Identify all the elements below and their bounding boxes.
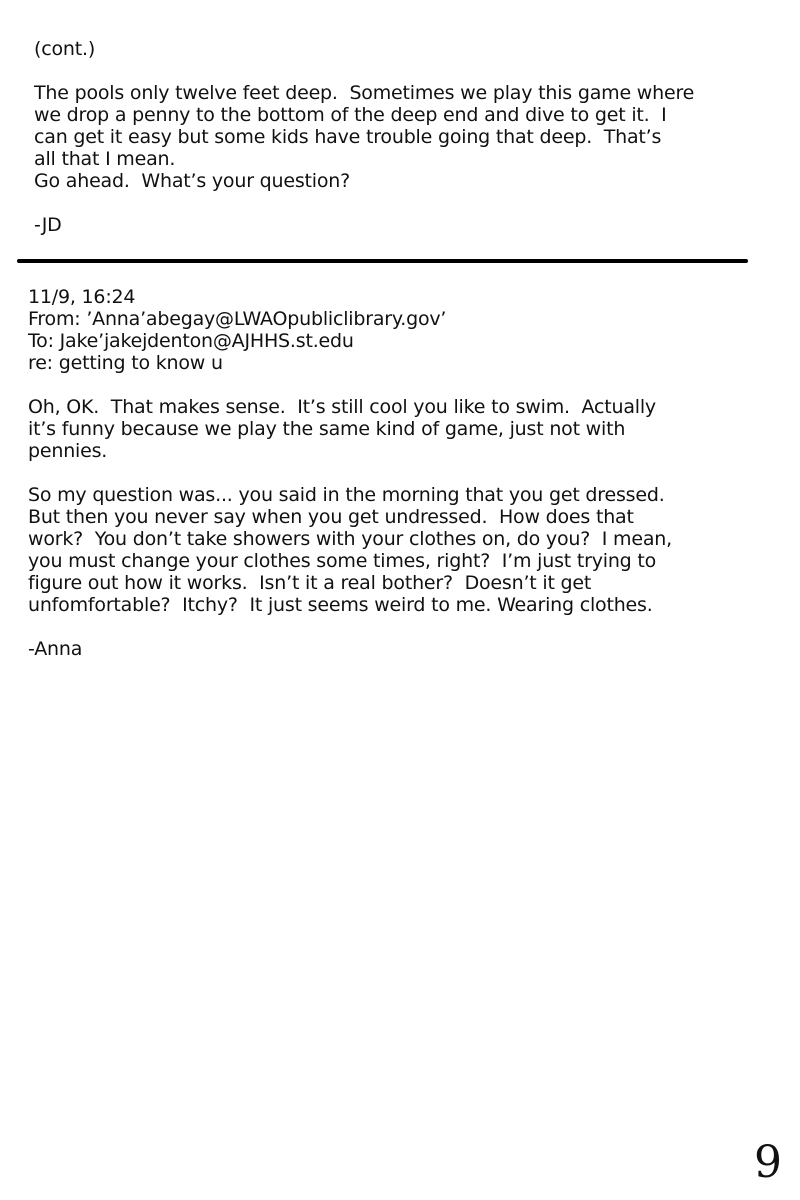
message-line: The pools only twelve feet deep. Sometimes we play this game where [34,82,695,104]
body-line: But then you never say when you get undressed. How does that [28,506,634,528]
email-subject: re: getting to know u [28,352,223,374]
page-number: 9 [754,1137,782,1188]
previous-message [34,38,694,236]
message-line: can get it easy but some kids have trouble going that deep. That’s [34,126,662,148]
email-from: From: ’Anna’abegay@LWAOpubliclibrary.gov’ [28,308,447,330]
signature: -Anna [28,638,83,660]
section-divider [17,259,748,263]
body-line: So my question was... you said in the morning that you get dressed. [28,484,665,506]
body-line: you must change your clothes some times, right? I’m just trying to [28,550,657,572]
message-line: we drop a penny to the bottom of the deep end and dive to get it. I [34,104,667,126]
body-line: it’s funny because we play the same kind of game, just not with [28,418,626,440]
body-line: work? You don’t take showers with your clothes on, do you? I mean, [28,528,672,550]
body-line: unfomfortable? Itchy? It just seems weird to me. Wearing clothes. [28,594,653,616]
body-line: figure out how it works. Isn’t it a real bother? Doesn’t it get [28,572,592,594]
continued-label: (cont.) [34,38,96,60]
body-line: Oh, OK. That makes sense. It’s still cool you like to swim. Actually [28,396,656,418]
message-line: Go ahead. What’s your question? [34,170,351,192]
email-timestamp: 11/9, 16:24 [28,286,136,308]
body-line: pennies. [28,440,108,462]
email-to: To: Jake’jakejdenton@AJHHS.st.edu [28,330,354,352]
message-line: all that I mean. [34,148,176,170]
signature: -JD [34,214,62,236]
email-message [28,286,672,660]
